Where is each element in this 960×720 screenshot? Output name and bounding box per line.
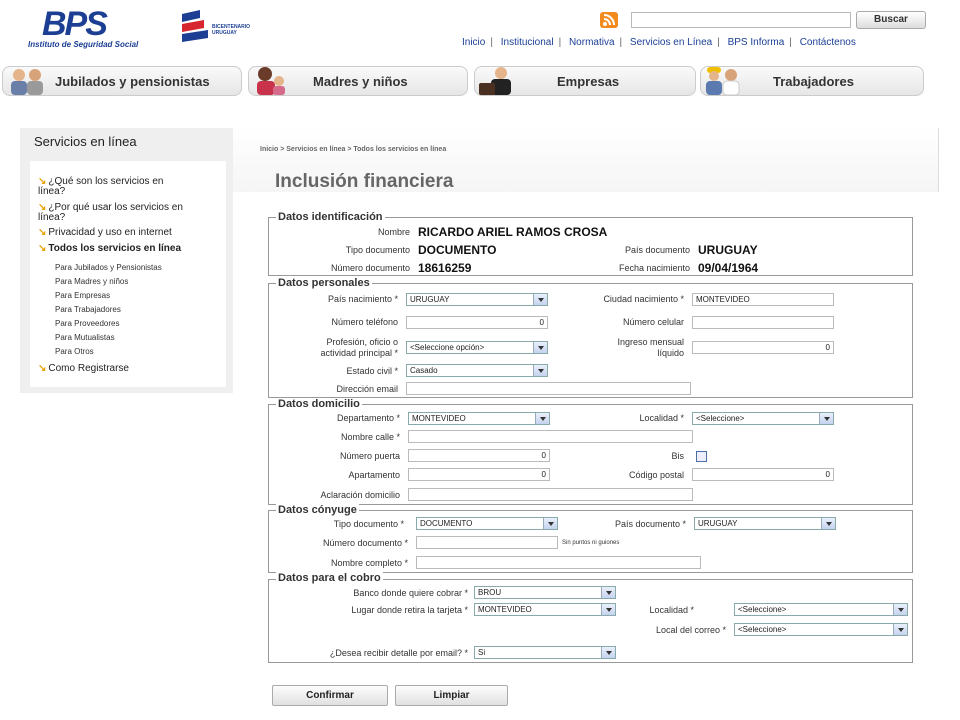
- chevron-down-icon: [893, 604, 907, 615]
- chevron-down-icon: [601, 604, 615, 615]
- label-telefono: Número teléfono: [331, 317, 398, 327]
- select-estado-civil[interactable]: Casado: [406, 364, 548, 377]
- value-tipo-documento: DOCUMENTO: [418, 243, 497, 257]
- select-profesion[interactable]: <Seleccione opción>: [406, 341, 548, 354]
- arrow-icon: ↘: [38, 243, 47, 254]
- divider: [938, 128, 939, 192]
- rss-icon[interactable]: [600, 12, 618, 28]
- label-detalle-email: ¿Desea recibir detalle por email? *: [329, 648, 468, 658]
- search-button[interactable]: Buscar: [856, 11, 926, 29]
- select-local-correo[interactable]: <Seleccione>: [734, 623, 908, 636]
- input-ingreso[interactable]: 0: [692, 341, 834, 354]
- label-ciudad-nacimiento: Ciudad nacimiento *: [603, 294, 684, 304]
- mother-child-icon: [251, 63, 291, 99]
- arrow-icon: ↘: [38, 176, 47, 187]
- bps-logo[interactable]: [24, 5, 164, 52]
- input-puerta[interactable]: 0: [408, 449, 550, 462]
- value-nombre: RICARDO ARIEL RAMOS CROSA: [418, 225, 608, 239]
- select-cobro-localidad[interactable]: <Seleccione>: [734, 603, 908, 616]
- tab-label: Jubilados y pensionistas: [55, 74, 210, 89]
- legend-conyuge: Datos cónyuge: [278, 504, 357, 516]
- chevron-down-icon: [601, 647, 615, 658]
- label-pais-documento: País documento: [624, 245, 690, 255]
- label-localidad: Localidad *: [639, 413, 684, 423]
- arrow-icon: ↘: [38, 202, 47, 213]
- nav-inicio[interactable]: Inicio: [462, 37, 486, 48]
- legend-cobro: Datos para el cobro: [278, 572, 381, 584]
- select-localidad[interactable]: <Seleccione>: [692, 412, 834, 425]
- hint-sin-puntos: Sin puntos ni guiones: [562, 540, 620, 546]
- legend-personales: Datos personales: [278, 277, 370, 289]
- tab-empresas[interactable]: [474, 66, 696, 96]
- sidebar-title: Servicios en línea: [34, 134, 137, 149]
- label-conyuge-pais-doc: País documento *: [614, 519, 686, 529]
- chevron-down-icon: [533, 365, 547, 376]
- sidebar-item-privacidad[interactable]: ↘ Privacidad y uso en internet: [38, 227, 172, 238]
- label-calle: Nombre calle *: [340, 432, 400, 442]
- sidebar-sub-madres[interactable]: Para Madres y niños: [55, 277, 129, 286]
- nav-servicios[interactable]: Servicios en Línea: [629, 37, 713, 48]
- sidebar-sub-otros[interactable]: Para Otros: [55, 347, 94, 356]
- sidebar-item-registrarse[interactable]: ↘ Como Registrarse: [38, 363, 129, 374]
- page-title: Inclusión financiera: [275, 171, 454, 192]
- tab-trabajadores[interactable]: [700, 66, 924, 96]
- label-departamento: Departamento *: [336, 413, 400, 423]
- label-ingreso-2: líquido: [657, 348, 684, 358]
- label-lugar-tarjeta: Lugar donde retira la tarjeta *: [351, 605, 468, 615]
- sidebar-item-todos[interactable]: ↘ Todos los servicios en línea: [38, 243, 182, 254]
- value-fecha-nacimiento: 09/04/1964: [698, 261, 759, 275]
- input-aclaracion[interactable]: [408, 488, 693, 501]
- checkbox-bis[interactable]: [696, 451, 707, 462]
- input-calle[interactable]: [408, 430, 693, 443]
- select-detalle-email[interactable]: Si: [474, 646, 616, 659]
- label-puerta: Número puerta: [339, 451, 400, 461]
- chevron-down-icon: [601, 587, 615, 598]
- tab-label: Trabajadores: [773, 74, 854, 89]
- legend-domicilio: Datos domicilio: [278, 398, 360, 410]
- label-nombre: Nombre: [377, 227, 410, 237]
- input-celular[interactable]: [692, 316, 834, 329]
- sidebar-item-por-que[interactable]: ↘ ¿Por qué usar los servicios en línea?: [38, 202, 183, 223]
- chevron-down-icon: [819, 413, 833, 424]
- input-email[interactable]: [406, 382, 691, 395]
- workers-icon: [703, 63, 743, 99]
- select-banco[interactable]: BROU: [474, 586, 616, 599]
- clear-button[interactable]: Limpiar: [395, 685, 508, 706]
- legend-identificacion: Datos identificación: [278, 211, 383, 223]
- input-apartamento[interactable]: 0: [408, 468, 550, 481]
- label-numero-documento: Número documento: [330, 263, 410, 273]
- input-conyuge-num-doc[interactable]: [416, 536, 558, 549]
- select-departamento[interactable]: MONTEVIDEO: [408, 412, 550, 425]
- businessman-icon: [477, 63, 517, 99]
- sidebar-sub-mutualistas[interactable]: Para Mutualistas: [55, 333, 115, 342]
- nav-contactenos[interactable]: Contáctenos: [799, 37, 856, 48]
- chevron-down-icon: [893, 624, 907, 635]
- nav-bps-informa[interactable]: BPS Informa: [727, 37, 785, 48]
- label-local-correo: Local del correo *: [655, 625, 726, 635]
- tab-jubilados[interactable]: [2, 66, 242, 96]
- bicentenario-logo: [180, 8, 270, 48]
- label-aclaracion: Aclaración domicilio: [320, 490, 400, 500]
- label-email: Dirección email: [336, 384, 398, 394]
- value-numero-documento: 18616259: [418, 261, 472, 275]
- chevron-down-icon: [543, 518, 557, 529]
- label-cobro-localidad: Localidad *: [649, 605, 694, 615]
- sidebar-item-que-son[interactable]: ↘ ¿Qué son los servicios en línea?: [38, 176, 164, 197]
- logo-text: BPS: [42, 5, 106, 43]
- tab-madres[interactable]: [248, 66, 468, 96]
- select-conyuge-pais-doc[interactable]: URUGUAY: [694, 517, 836, 530]
- select-lugar-tarjeta[interactable]: MONTEVIDEO: [474, 603, 616, 616]
- chevron-down-icon: [821, 518, 835, 529]
- search-input[interactable]: [631, 12, 851, 28]
- people-icon: [7, 63, 47, 99]
- arrow-icon: ↘: [38, 227, 47, 238]
- breadcrumb[interactable]: Inicio > Servicios en línea > Todos los servicios en línea: [260, 146, 447, 153]
- sidebar-sub-trabajadores[interactable]: Para Trabajadores: [55, 305, 121, 314]
- input-ciudad-nacimiento[interactable]: MONTEVIDEO: [692, 293, 834, 306]
- label-apartamento: Apartamento: [348, 470, 400, 480]
- nav-institucional[interactable]: Institucional: [500, 37, 554, 48]
- label-fecha-nacimiento: Fecha nacimiento: [618, 263, 690, 273]
- confirm-button[interactable]: Confirmar: [272, 685, 388, 706]
- select-pais-nacimiento[interactable]: URUGUAY: [406, 293, 548, 306]
- nav-normativa[interactable]: Normativa: [568, 37, 615, 48]
- label-profesion-1: Profesión, oficio o: [326, 337, 398, 347]
- input-conyuge-nombre[interactable]: [416, 556, 701, 569]
- top-navigation: Inicio | Institucional | Normativa | Servicios en Línea | BPS Informa | Contáctenos: [462, 37, 856, 48]
- chevron-down-icon: [533, 294, 547, 305]
- label-conyuge-tipo-doc: Tipo documento *: [333, 519, 404, 529]
- label-conyuge-num-doc: Número documento *: [322, 538, 408, 548]
- label-celular: Número celular: [622, 317, 684, 327]
- select-conyuge-tipo-doc[interactable]: DOCUMENTO: [416, 517, 558, 530]
- label-estado-civil: Estado civil *: [346, 366, 398, 376]
- label-pais-nacimiento: País nacimiento *: [327, 294, 398, 304]
- chevron-down-icon: [533, 342, 547, 353]
- tab-label: Madres y niños: [313, 74, 408, 89]
- bicentenario-text: BICENTENARIO URUGUAY: [212, 24, 251, 36]
- label-ingreso-1: Ingreso mensual: [617, 337, 684, 347]
- tab-label: Empresas: [557, 74, 620, 89]
- bicentenario-icon: [180, 8, 210, 46]
- label-banco: Banco donde quiere cobrar *: [353, 588, 468, 598]
- sidebar: [20, 128, 233, 393]
- input-telefono[interactable]: 0: [406, 316, 548, 329]
- sidebar-sub-proveedores[interactable]: Para Proveedores: [55, 319, 120, 328]
- chevron-down-icon: [535, 413, 549, 424]
- input-codigo-postal[interactable]: 0: [692, 468, 834, 481]
- sidebar-sub-jubilados[interactable]: Para Jubilados y Pensionistas: [55, 263, 162, 272]
- label-conyuge-nombre: Nombre completo *: [330, 558, 408, 568]
- label-codigo-postal: Código postal: [628, 470, 684, 480]
- label-profesion-2: actividad principal *: [320, 348, 398, 358]
- value-pais-documento: URUGUAY: [698, 243, 758, 257]
- label-tipo-documento: Tipo documento: [345, 245, 410, 255]
- logo-subtitle: Instituto de Seguridad Social: [28, 40, 139, 49]
- sidebar-sub-empresas[interactable]: Para Empresas: [55, 291, 111, 300]
- label-bis: Bis: [671, 451, 684, 461]
- arrow-icon: ↘: [38, 363, 47, 374]
